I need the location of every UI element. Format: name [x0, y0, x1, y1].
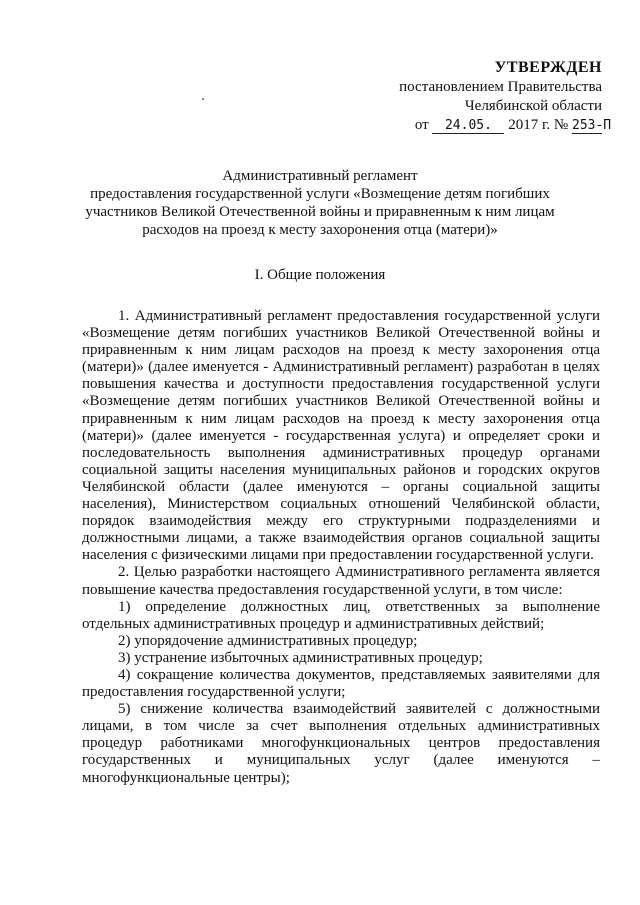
- heading-line-1: Административный регламент: [222, 168, 418, 184]
- decree-number: 253-П: [572, 118, 612, 133]
- approval-line-1: постановлением Правительства: [399, 79, 602, 95]
- approval-date-line: [382, 116, 612, 135]
- document-heading: [60, 167, 580, 239]
- approval-stamp-block: [382, 58, 612, 135]
- list-item-4: 4) сокращение количества документов, представляемых заявителями для предоставления государственной услуги;: [82, 666, 600, 701]
- heading-line-4: расходов на проезд к месту захоронения отца (матери)»: [142, 222, 498, 238]
- heading-line-3: участников Великой Отечественной войны и приравненным к ним лицам: [85, 204, 555, 220]
- paragraph-2: 2. Целью разработки настоящего Административного регламента является повышение качества предоставления государственной услуги, в том числе:: [82, 564, 600, 598]
- list-item-2: 2) упорядочение административных процедур;: [118, 632, 418, 649]
- paragraph-1: 1. Административный регламент предоставления государственной услуги «Возмещение детям погибших участников Великой Отечественной войны и приравненным к ним лицам расходов на проезд к месту захоронения отца (матери)» (далее именуется - Административный регламент) разработан в целях повышения качества и доступности предоставления государственной услуги «Возмещение детям погибших участников Великой Отечественной войны и приравненным к ним лицам расходов на проезд к месту захоронения отца (матери)» (далее именуется - государственная услуга) и определяет сроки и последовательность выполнения административных процедур органами социальной защиты населения муниципальных районов и городских округов Челябинской области (далее именуются – органы социальной защиты населения), Министерством социальных отношений Челябинской области, порядок взаимодействия между его структурными подразделениями и должностными лицами, а также взаимодействия органов социальной защиты населения с физическими лицами при предоставлении государственной услуги.: [82, 308, 600, 564]
- date-prefix: от: [414, 117, 429, 133]
- list-item-3: 3) устранение избыточных административных процедур;: [118, 649, 483, 666]
- document-body: [82, 308, 600, 787]
- approval-title: УТВЕРЖДЕН: [494, 59, 602, 76]
- heading-line-2: предоставления государственной услуги «Возмещение детям погибших: [90, 186, 550, 202]
- approval-line-2: Челябинской области: [464, 98, 602, 114]
- scan-speck: [202, 98, 204, 100]
- list-item-5: 5) снижение количества взаимодействий заявителей с должностными лицами, в том числе за счет выполнения отдельных административных процедур работниками многофункциональных центров предоставления государственных и муниципальных услуг (далее именуются – многофункциональные центры);: [82, 701, 600, 786]
- section-title: I. Общие положения: [254, 267, 386, 283]
- date-value: 24.05.: [432, 118, 504, 134]
- list-item-1: 1) определение должностных лиц, ответственных за выполнение отдельных административных процедур и административных действий;: [82, 598, 600, 632]
- year-text: 2017 г. №: [508, 117, 569, 133]
